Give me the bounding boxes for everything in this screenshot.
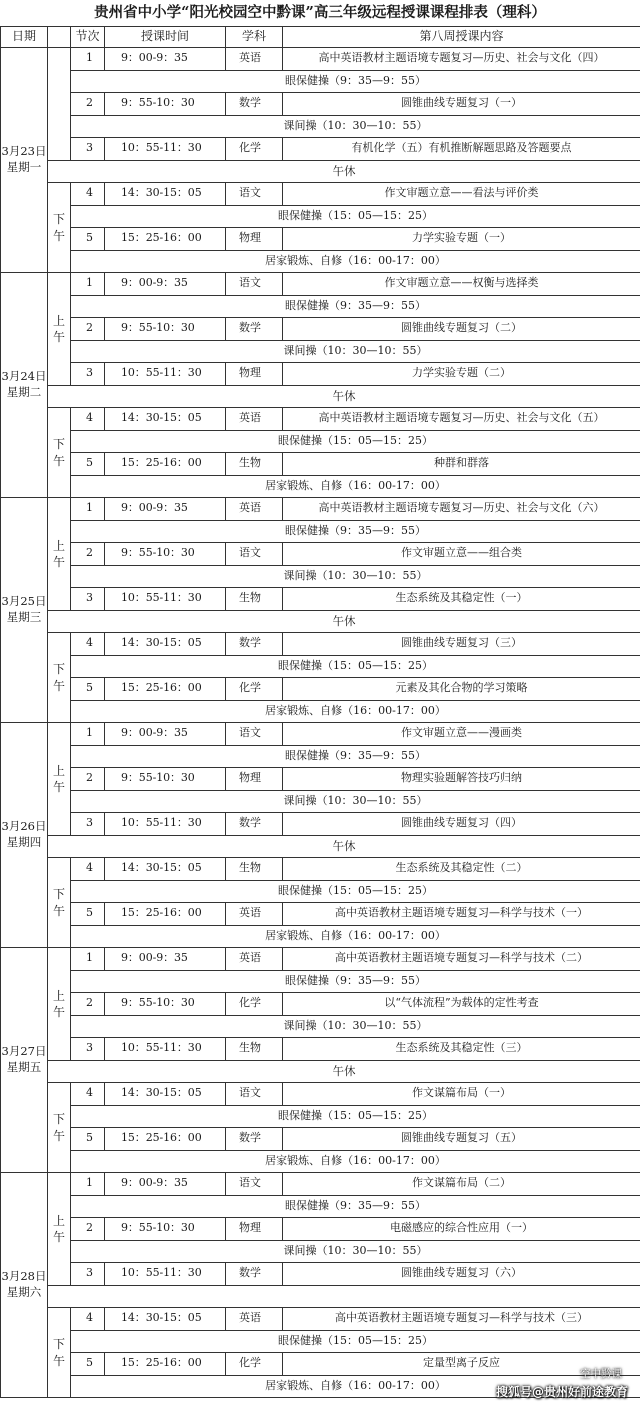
period-cell: 1 <box>71 498 105 521</box>
noon-row <box>1 160 640 183</box>
content-cell: 作文审题立意——漫画类 <box>283 723 640 746</box>
break-cell: 课间操（10：30—10：55） <box>71 790 640 813</box>
lesson-row <box>1 228 640 251</box>
date-cell: 3月23日星期一 <box>1 48 48 273</box>
break-row <box>1 1240 640 1263</box>
break-cell: 课间操（10：30—10：55） <box>71 1015 640 1038</box>
lesson-row <box>1 183 640 206</box>
break-row <box>1 1330 640 1353</box>
subject-cell: 物理 <box>226 228 283 251</box>
subject-cell: 生物 <box>226 858 283 881</box>
content-cell: 高中英语教材主题语境专题复习—历史、社会与文化（四） <box>283 48 640 71</box>
time-cell: 15：25-16：00 <box>105 903 226 926</box>
time-cell: 9：00-9：35 <box>105 498 226 521</box>
subject-cell: 语文 <box>226 723 283 746</box>
content-cell: 作文审题立意——组合类 <box>283 543 640 566</box>
subject-cell: 化学 <box>226 678 283 701</box>
lesson-row <box>1 543 640 566</box>
watermark-text: 搜狐号@贵州好前途教育 <box>495 1385 628 1399</box>
time-cell: 10：55-11：30 <box>105 138 226 161</box>
lesson-row <box>1 138 640 161</box>
content-cell: 圆锥曲线专题复习（二） <box>283 318 640 341</box>
schedule-table-container <box>0 26 640 1398</box>
period-cell: 2 <box>71 93 105 116</box>
pm-label: 下午 <box>48 858 71 948</box>
am-label: 上午 <box>48 498 71 611</box>
lesson-row <box>1 1218 640 1241</box>
header-row <box>1 27 640 48</box>
page-title: 贵州省中小学“阳光校园空中黔课”高三年级远程授课课程排表（理科） <box>94 4 546 21</box>
time-cell: 10：55-11：30 <box>105 813 226 836</box>
time-cell: 14：30-15：05 <box>105 858 226 881</box>
noon-cell <box>48 1285 640 1308</box>
break-cell: 眼保健操（15：05—15：25） <box>71 205 640 228</box>
period-cell: 2 <box>71 543 105 566</box>
break-row <box>1 1195 640 1218</box>
break-cell: 眼保健操（9：35—9：55） <box>71 520 640 543</box>
subject-cell: 数学 <box>226 93 283 116</box>
subject-cell: 英语 <box>226 903 283 926</box>
lesson-row <box>1 588 640 611</box>
break-row <box>1 115 640 138</box>
break-cell: 眼保健操（9：35—9：55） <box>71 970 640 993</box>
content-cell: 以“气体流程”为载体的定性考查 <box>283 993 640 1016</box>
content-cell: 高中英语教材主题语境专题复习—历史、社会与文化（五） <box>283 408 640 431</box>
content-cell: 有机化学（五）有机推断解题思路及答题要点 <box>283 138 640 161</box>
subject-cell: 数学 <box>226 1263 283 1286</box>
lesson-row <box>1 1038 640 1061</box>
subject-cell: 语文 <box>226 273 283 296</box>
time-cell: 9：55-10：30 <box>105 768 226 791</box>
period-cell: 3 <box>71 1263 105 1286</box>
break-row <box>1 880 640 903</box>
subject-cell: 数学 <box>226 633 283 656</box>
break-row <box>1 970 640 993</box>
period-cell: 1 <box>71 48 105 71</box>
period-cell: 1 <box>71 1173 105 1196</box>
pm-label: 下午 <box>48 408 71 498</box>
break-cell: 居家锻炼、自修（16：00-17：00） <box>71 700 640 723</box>
am-label: 上午 <box>48 1173 71 1286</box>
period-cell: 3 <box>71 138 105 161</box>
lesson-row <box>1 1128 640 1151</box>
period-cell: 2 <box>71 1218 105 1241</box>
noon-cell: 午休 <box>48 160 640 183</box>
time-cell: 9：00-9：35 <box>105 1173 226 1196</box>
date-cell: 3月26日星期四 <box>1 723 48 948</box>
break-row <box>1 565 640 588</box>
content-cell: 圆锥曲线专题复习（五） <box>283 1128 640 1151</box>
break-cell: 居家锻炼、自修（16：00-17：00） <box>71 1150 640 1173</box>
am-label <box>48 48 71 161</box>
subject-cell: 英语 <box>226 48 283 71</box>
lesson-row <box>1 48 640 71</box>
noon-cell: 午休 <box>48 1060 640 1083</box>
lesson-row <box>1 453 640 476</box>
content-cell: 生态系统及其稳定性（三） <box>283 1038 640 1061</box>
break-row <box>1 700 640 723</box>
time-cell: 10：55-11：30 <box>105 1038 226 1061</box>
period-cell: 4 <box>71 1308 105 1331</box>
schedule-table <box>0 26 640 1398</box>
pm-label: 下午 <box>48 633 71 723</box>
subject-cell: 英语 <box>226 408 283 431</box>
lesson-row <box>1 93 640 116</box>
date-cell: 3月27日星期五 <box>1 948 48 1173</box>
date-cell: 3月24日星期二 <box>1 273 48 498</box>
period-cell: 4 <box>71 183 105 206</box>
break-cell: 眼保健操（9：35—9：55） <box>71 1195 640 1218</box>
subject-cell: 生物 <box>226 453 283 476</box>
content-cell: 高中英语教材主题语境专题复习—历史、社会与文化（六） <box>283 498 640 521</box>
period-cell: 4 <box>71 408 105 431</box>
watermark-logo-text: 空中黔课 <box>580 1368 622 1380</box>
content-cell: 作文谋篇布局（二） <box>283 1173 640 1196</box>
break-cell: 课间操（10：30—10：55） <box>71 115 640 138</box>
break-cell: 课间操（10：30—10：55） <box>71 565 640 588</box>
break-cell: 眼保健操（15：05—15：25） <box>71 880 640 903</box>
time-cell: 9：00-9：35 <box>105 273 226 296</box>
break-row <box>1 250 640 273</box>
am-label: 上午 <box>48 948 71 1061</box>
time-cell: 10：55-11：30 <box>105 363 226 386</box>
time-cell: 15：25-16：00 <box>105 1128 226 1151</box>
break-cell: 居家锻炼、自修（16：00-17：00） <box>71 475 640 498</box>
pm-label: 下午 <box>48 1083 71 1173</box>
content-cell: 高中英语教材主题语境专题复习—科学与技术（三） <box>283 1308 640 1331</box>
lesson-row <box>1 813 640 836</box>
content-cell: 物理实验题解答技巧归纳 <box>283 768 640 791</box>
period-cell: 5 <box>71 228 105 251</box>
period-cell: 4 <box>71 1083 105 1106</box>
subject-cell: 物理 <box>226 363 283 386</box>
time-cell: 15：25-16：00 <box>105 678 226 701</box>
content-cell: 圆锥曲线专题复习（六） <box>283 1263 640 1286</box>
subject-cell: 英语 <box>226 498 283 521</box>
break-cell: 居家锻炼、自修（16：00-17：00） <box>71 1375 640 1398</box>
lesson-row <box>1 903 640 926</box>
period-cell: 2 <box>71 993 105 1016</box>
period-cell: 5 <box>71 903 105 926</box>
period-cell: 1 <box>71 948 105 971</box>
time-cell: 14：30-15：05 <box>105 633 226 656</box>
subject-cell: 语文 <box>226 1173 283 1196</box>
content-cell: 作文谋篇布局（一） <box>283 1083 640 1106</box>
am-label: 上午 <box>48 273 71 386</box>
time-cell: 14：30-15：05 <box>105 408 226 431</box>
break-cell: 眼保健操（9：35—9：55） <box>71 295 640 318</box>
header-time: 授课时间 <box>105 27 226 48</box>
period-cell: 2 <box>71 768 105 791</box>
header-subject: 学科 <box>226 27 283 48</box>
lesson-row <box>1 408 640 431</box>
time-cell: 9：55-10：30 <box>105 543 226 566</box>
pm-label: 下午 <box>48 1308 71 1398</box>
time-cell: 9：00-9：35 <box>105 948 226 971</box>
noon-row <box>1 610 640 633</box>
lesson-row <box>1 948 640 971</box>
noon-row <box>1 835 640 858</box>
break-row <box>1 655 640 678</box>
lesson-row <box>1 498 640 521</box>
break-row <box>1 475 640 498</box>
noon-cell: 午休 <box>48 610 640 633</box>
break-row <box>1 925 640 948</box>
period-cell: 4 <box>71 858 105 881</box>
content-cell: 高中英语教材主题语境专题复习—科学与技术（一） <box>283 903 640 926</box>
lesson-row <box>1 1173 640 1196</box>
header-period: 节次 <box>71 27 105 48</box>
content-cell: 元素及其化合物的学习策略 <box>283 678 640 701</box>
period-cell: 3 <box>71 588 105 611</box>
break-row <box>1 70 640 93</box>
content-cell: 力学实验专题（一） <box>283 228 640 251</box>
period-cell: 4 <box>71 633 105 656</box>
lesson-row <box>1 633 640 656</box>
noon-row <box>1 1060 640 1083</box>
break-cell: 课间操（10：30—10：55） <box>71 340 640 363</box>
subject-cell: 生物 <box>226 1038 283 1061</box>
content-cell: 作文审题立意——权衡与选择类 <box>283 273 640 296</box>
break-row <box>1 295 640 318</box>
period-cell: 1 <box>71 273 105 296</box>
lesson-row <box>1 1353 640 1376</box>
noon-cell: 午休 <box>48 835 640 858</box>
content-cell: 圆锥曲线专题复习（四） <box>283 813 640 836</box>
subject-cell: 物理 <box>226 768 283 791</box>
content-cell: 圆锥曲线专题复习（一） <box>283 93 640 116</box>
period-cell: 2 <box>71 318 105 341</box>
subject-cell: 物理 <box>226 1218 283 1241</box>
noon-cell: 午休 <box>48 385 640 408</box>
lesson-row <box>1 1083 640 1106</box>
break-row <box>1 340 640 363</box>
lesson-row <box>1 993 640 1016</box>
content-cell: 电磁感应的综合性应用（一） <box>283 1218 640 1241</box>
time-cell: 9：00-9：35 <box>105 723 226 746</box>
time-cell: 9：55-10：30 <box>105 1218 226 1241</box>
header-date: 日期 <box>1 27 48 48</box>
break-cell: 眼保健操（15：05—15：25） <box>71 1330 640 1353</box>
time-cell: 10：55-11：30 <box>105 1263 226 1286</box>
break-row <box>1 745 640 768</box>
noon-row <box>1 385 640 408</box>
break-cell: 居家锻炼、自修（16：00-17：00） <box>71 925 640 948</box>
subject-cell: 化学 <box>226 993 283 1016</box>
content-cell: 生态系统及其稳定性（一） <box>283 588 640 611</box>
break-cell: 眼保健操（9：35—9：55） <box>71 745 640 768</box>
time-cell: 9：55-10：30 <box>105 993 226 1016</box>
content-cell: 圆锥曲线专题复习（三） <box>283 633 640 656</box>
date-cell: 3月28日星期六 <box>1 1173 48 1398</box>
lesson-row <box>1 318 640 341</box>
subject-cell: 语文 <box>226 543 283 566</box>
break-cell: 眼保健操（15：05—15：25） <box>71 1105 640 1128</box>
lesson-row <box>1 723 640 746</box>
break-row <box>1 790 640 813</box>
time-cell: 14：30-15：05 <box>105 1083 226 1106</box>
period-cell: 5 <box>71 453 105 476</box>
subject-cell: 英语 <box>226 948 283 971</box>
time-cell: 14：30-15：05 <box>105 183 226 206</box>
lesson-row <box>1 273 640 296</box>
header-content: 第八周授课内容 <box>283 27 640 48</box>
period-cell: 5 <box>71 1353 105 1376</box>
subject-cell: 英语 <box>226 1308 283 1331</box>
break-row <box>1 520 640 543</box>
lesson-row <box>1 768 640 791</box>
subject-cell: 化学 <box>226 1353 283 1376</box>
time-cell: 15：25-16：00 <box>105 1353 226 1376</box>
time-cell: 9：55-10：30 <box>105 318 226 341</box>
subject-cell: 化学 <box>226 138 283 161</box>
time-cell: 9：00-9：35 <box>105 48 226 71</box>
pm-label: 下午 <box>48 183 71 273</box>
break-cell: 课间操（10：30—10：55） <box>71 1240 640 1263</box>
time-cell: 15：25-16：00 <box>105 228 226 251</box>
break-row <box>1 1015 640 1038</box>
break-row <box>1 1105 640 1128</box>
lesson-row <box>1 1308 640 1331</box>
date-cell: 3月25日星期三 <box>1 498 48 723</box>
subject-cell: 数学 <box>226 813 283 836</box>
noon-row <box>1 1285 640 1308</box>
break-row <box>1 430 640 453</box>
break-cell: 眼保健操（15：05—15：25） <box>71 655 640 678</box>
time-cell: 15：25-16：00 <box>105 453 226 476</box>
subject-cell: 数学 <box>226 1128 283 1151</box>
period-cell: 3 <box>71 1038 105 1061</box>
period-cell: 5 <box>71 678 105 701</box>
break-cell: 眼保健操（9：35—9：55） <box>71 70 640 93</box>
break-row <box>1 205 640 228</box>
subject-cell: 生物 <box>226 588 283 611</box>
content-cell: 种群和群落 <box>283 453 640 476</box>
time-cell: 10：55-11：30 <box>105 588 226 611</box>
subject-cell: 语文 <box>226 183 283 206</box>
period-cell: 3 <box>71 813 105 836</box>
period-cell: 1 <box>71 723 105 746</box>
am-label: 上午 <box>48 723 71 836</box>
lesson-row <box>1 363 640 386</box>
content-cell: 力学实验专题（二） <box>283 363 640 386</box>
lesson-row <box>1 1263 640 1286</box>
period-cell: 5 <box>71 1128 105 1151</box>
schedule-body <box>1 48 640 1398</box>
period-cell: 3 <box>71 363 105 386</box>
content-cell: 高中英语教材主题语境专题复习—科学与技术（二） <box>283 948 640 971</box>
header-half-day <box>48 27 71 48</box>
content-cell: 定量型离子反应 <box>283 1353 640 1376</box>
break-row <box>1 1150 640 1173</box>
content-cell: 作文审题立意——看法与评价类 <box>283 183 640 206</box>
subject-cell: 数学 <box>226 318 283 341</box>
time-cell: 9：55-10：30 <box>105 93 226 116</box>
subject-cell: 语文 <box>226 1083 283 1106</box>
break-cell: 眼保健操（15：05—15：25） <box>71 430 640 453</box>
content-cell: 生态系统及其稳定性（二） <box>283 858 640 881</box>
lesson-row <box>1 858 640 881</box>
lesson-row <box>1 678 640 701</box>
time-cell: 14：30-15：05 <box>105 1308 226 1331</box>
break-cell: 居家锻炼、自修（16：00-17：00） <box>71 250 640 273</box>
